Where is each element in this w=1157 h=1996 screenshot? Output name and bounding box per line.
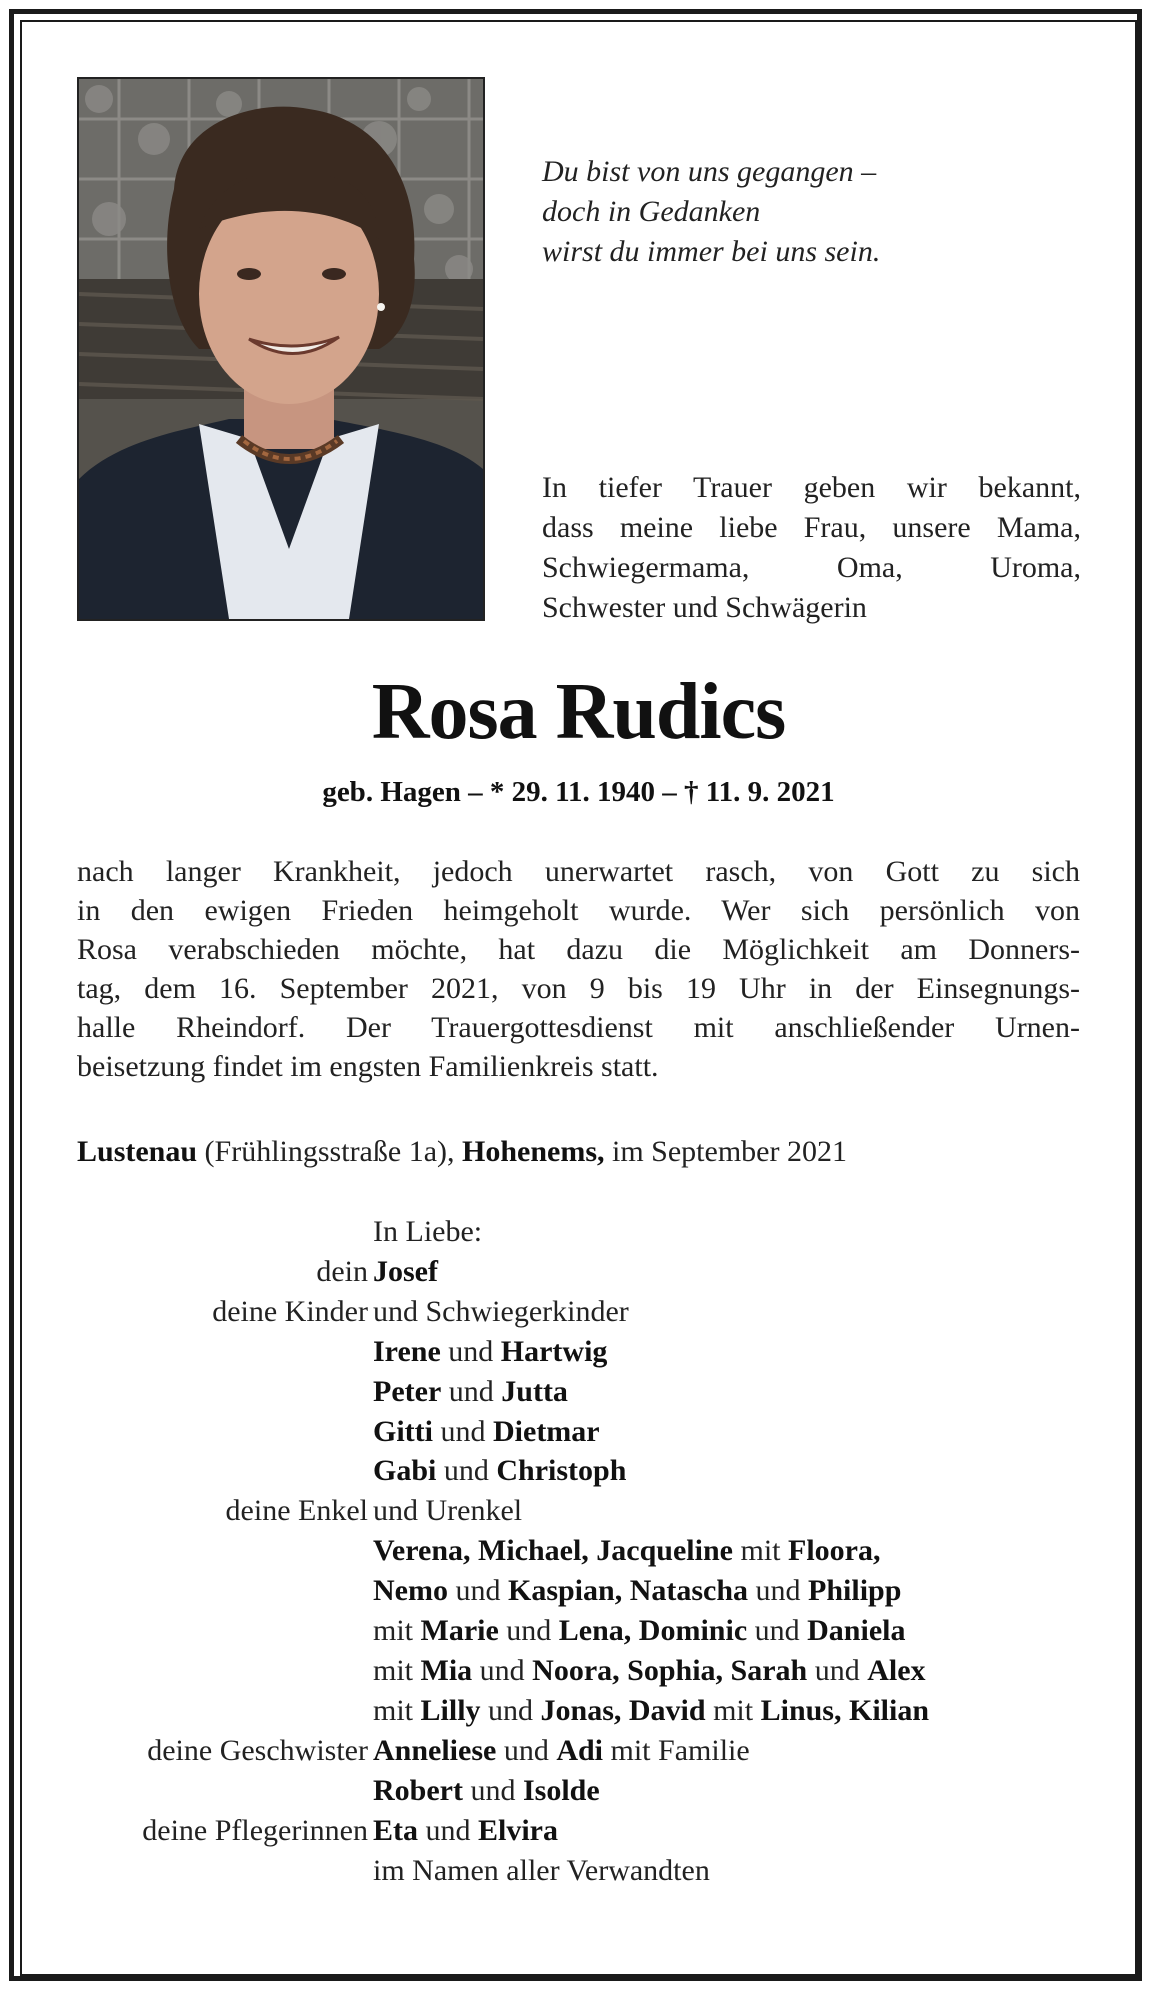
relation-label: deine Kinder (212, 1294, 368, 1328)
mourner-row (77, 1611, 1087, 1651)
relation-label (77, 1412, 368, 1452)
connector-text: und (498, 1614, 559, 1648)
mourner-rows (77, 1252, 1087, 1891)
quote-line: wirst du immer bei uns sein. (542, 235, 881, 268)
mourner-name: Mia (420, 1653, 473, 1687)
mourner-row (77, 1571, 1087, 1611)
mourner-names (368, 1731, 750, 1771)
mourner-name: Kaspian, Natascha (507, 1574, 749, 1608)
mourner-row (77, 1851, 1087, 1891)
mourner-name: Adi (556, 1733, 604, 1767)
mourner-name: Hartwig (500, 1334, 608, 1368)
mourner-names (368, 1851, 710, 1891)
deceased-name: Rosa Rudics (371, 668, 786, 756)
mourner-names (368, 1372, 568, 1412)
mourner-row (77, 1412, 1087, 1452)
life-dates: geb. Hagen – * 29. 11. 1940 – † 11. 9. 2021 (322, 776, 835, 808)
mourner-name: Marie (420, 1614, 499, 1648)
connector-text: im Namen aller Verwandten (373, 1853, 710, 1887)
month-year: im September 2021 (604, 1135, 847, 1168)
mourner-name: Lilly (420, 1693, 481, 1727)
connector-text: und (462, 1773, 523, 1807)
mourner-name: Eta (373, 1813, 418, 1847)
body-line: in den ewigen Frieden heimgeholt wurde. Wer sich persönlich von (77, 894, 1080, 927)
connector-text: und (496, 1733, 557, 1767)
mourner-name: Anneliese (373, 1733, 497, 1767)
town-lustenau: Lustenau (77, 1135, 198, 1168)
mourner-name: Verena, Michael, Jacqueline (373, 1534, 733, 1568)
intro-line: Schwiegermama, Oma, Uroma, (542, 551, 1081, 584)
mourner-name: Lena, Dominic (558, 1614, 748, 1648)
body-line: Rosa verabschieden möchte, hat dazu die Möglichkeit am Donners- (77, 933, 1080, 966)
connector-text: und (480, 1693, 541, 1727)
mourner-names (368, 1651, 926, 1691)
connector-text: und (436, 1454, 497, 1488)
connector-text: und (433, 1414, 493, 1448)
quote-line: Du bist von uns gegangen – (542, 155, 877, 188)
mourner-names (368, 1531, 880, 1571)
town-hohenems: Hohenems, (462, 1135, 605, 1168)
connector-text: mit Familie (603, 1733, 750, 1767)
relation-label: deine Geschwister (147, 1733, 368, 1767)
mourner-name: Daniela (807, 1614, 906, 1648)
mourner-name: Gitti (373, 1414, 433, 1448)
connector-text: und (441, 1374, 502, 1408)
mourner-names (368, 1451, 626, 1491)
mourner-names (368, 1412, 600, 1452)
relation-label (77, 1611, 368, 1651)
intro-line: dass meine liebe Frau, unsere Mama, (542, 511, 1081, 544)
mourner-row (77, 1252, 1087, 1292)
mourner-row (77, 1811, 1087, 1851)
mourner-row (77, 1332, 1087, 1372)
mourner-name: Dietmar (493, 1414, 600, 1448)
relation-label (77, 1651, 368, 1691)
relation-label (77, 1771, 368, 1811)
mourner-name: Noora, Sophia, Sarah (532, 1653, 808, 1687)
mourner-name: Jonas, David (540, 1693, 706, 1727)
mourner-name: Linus, Kilian (760, 1693, 930, 1727)
intro-line: In tiefer Trauer geben wir bekannt, (542, 471, 1081, 504)
mourner-names (368, 1332, 607, 1372)
relation-label (77, 1571, 368, 1611)
relation-label: deine Enkel (225, 1494, 368, 1528)
relation-label (77, 1851, 368, 1891)
mourner-names (368, 1611, 905, 1651)
connector-text: und Urenkel (373, 1494, 523, 1528)
announcement-body (77, 852, 1080, 1086)
mourner-row (77, 1771, 1087, 1811)
connector-text: mit (373, 1653, 421, 1687)
mourner-names (368, 1811, 558, 1851)
relation-label (77, 1332, 368, 1372)
connector-text: mit (373, 1614, 421, 1648)
signoff-opening: In Liebe: (373, 1215, 483, 1248)
mourner-row (77, 1691, 1087, 1731)
mourner-names (368, 1252, 438, 1292)
body-line: halle Rheindorf. Der Trauergottesdienst mit anschließender Urnen- (77, 1011, 1080, 1044)
mourners-list (77, 1212, 1087, 1890)
mourner-row (77, 1451, 1087, 1491)
place-date-line (77, 1132, 1087, 1172)
mourner-row (77, 1372, 1087, 1412)
address: (Frühlingsstraße 1a), (197, 1135, 462, 1168)
mourner-row (77, 1292, 1087, 1332)
relation-label (77, 1372, 368, 1412)
mourner-name: Philipp (808, 1574, 902, 1608)
mourner-name: Irene (373, 1334, 441, 1368)
mourner-name: Isolde (522, 1773, 600, 1807)
mourner-name: Floora, (788, 1534, 881, 1568)
connector-text: und (440, 1334, 501, 1368)
mourner-name: Elvira (478, 1813, 558, 1847)
mourner-name: Robert (373, 1773, 463, 1807)
body-line: beisetzung findet im engsten Familienkreis statt. (77, 1050, 659, 1083)
announcement-intro (542, 468, 1081, 628)
intro-line: Schwester und Schwägerin (542, 591, 867, 624)
body-line: nach langer Krankheit, jedoch unerwartet rasch, von Gott zu sich (77, 855, 1080, 888)
relation-label (77, 1691, 368, 1731)
mourner-name: Gabi (373, 1454, 437, 1488)
mourner-names (368, 1491, 522, 1531)
connector-text: mit (732, 1534, 788, 1568)
connector-text: mit (373, 1693, 421, 1727)
body-line: tag, dem 16. September 2021, von 9 bis 19 Uhr in der Einsegnungs- (77, 972, 1080, 1005)
connector-text: und (747, 1614, 808, 1648)
mourner-name: Christoph (496, 1454, 627, 1488)
row-label (77, 1212, 368, 1252)
relation-label (77, 1531, 368, 1571)
connector-text: und Schwiegerkinder (373, 1294, 629, 1328)
mourner-name: Nemo (373, 1574, 448, 1608)
relation-label: deine Pflegerinnen (142, 1813, 368, 1847)
mourner-names (368, 1292, 629, 1332)
mourner-row (77, 1731, 1087, 1771)
connector-text: und (418, 1813, 478, 1847)
connector-text: und (748, 1574, 809, 1608)
portrait-photo (77, 77, 485, 621)
mourner-name: Josef (373, 1254, 438, 1288)
connector-text: mit (705, 1693, 761, 1727)
mourner-names (368, 1771, 600, 1811)
quote-line: doch in Gedanken (542, 195, 761, 228)
mourner-names (368, 1571, 901, 1611)
connector-text: und (447, 1574, 508, 1608)
mourner-name: Alex (867, 1653, 926, 1687)
mourner-row (77, 1531, 1087, 1571)
mourner-names (368, 1691, 929, 1731)
mourner-name: Peter (373, 1374, 442, 1408)
connector-text: und (807, 1653, 868, 1687)
mourner-row (77, 1491, 1087, 1531)
connector-text: und (472, 1653, 533, 1687)
mourner-row (77, 1651, 1087, 1691)
memorial-quote (542, 152, 1042, 272)
signoff-opening-row (77, 1212, 1087, 1252)
mourner-name: Jutta (501, 1374, 568, 1408)
relation-label (77, 1451, 368, 1491)
relation-label: dein (316, 1254, 368, 1288)
